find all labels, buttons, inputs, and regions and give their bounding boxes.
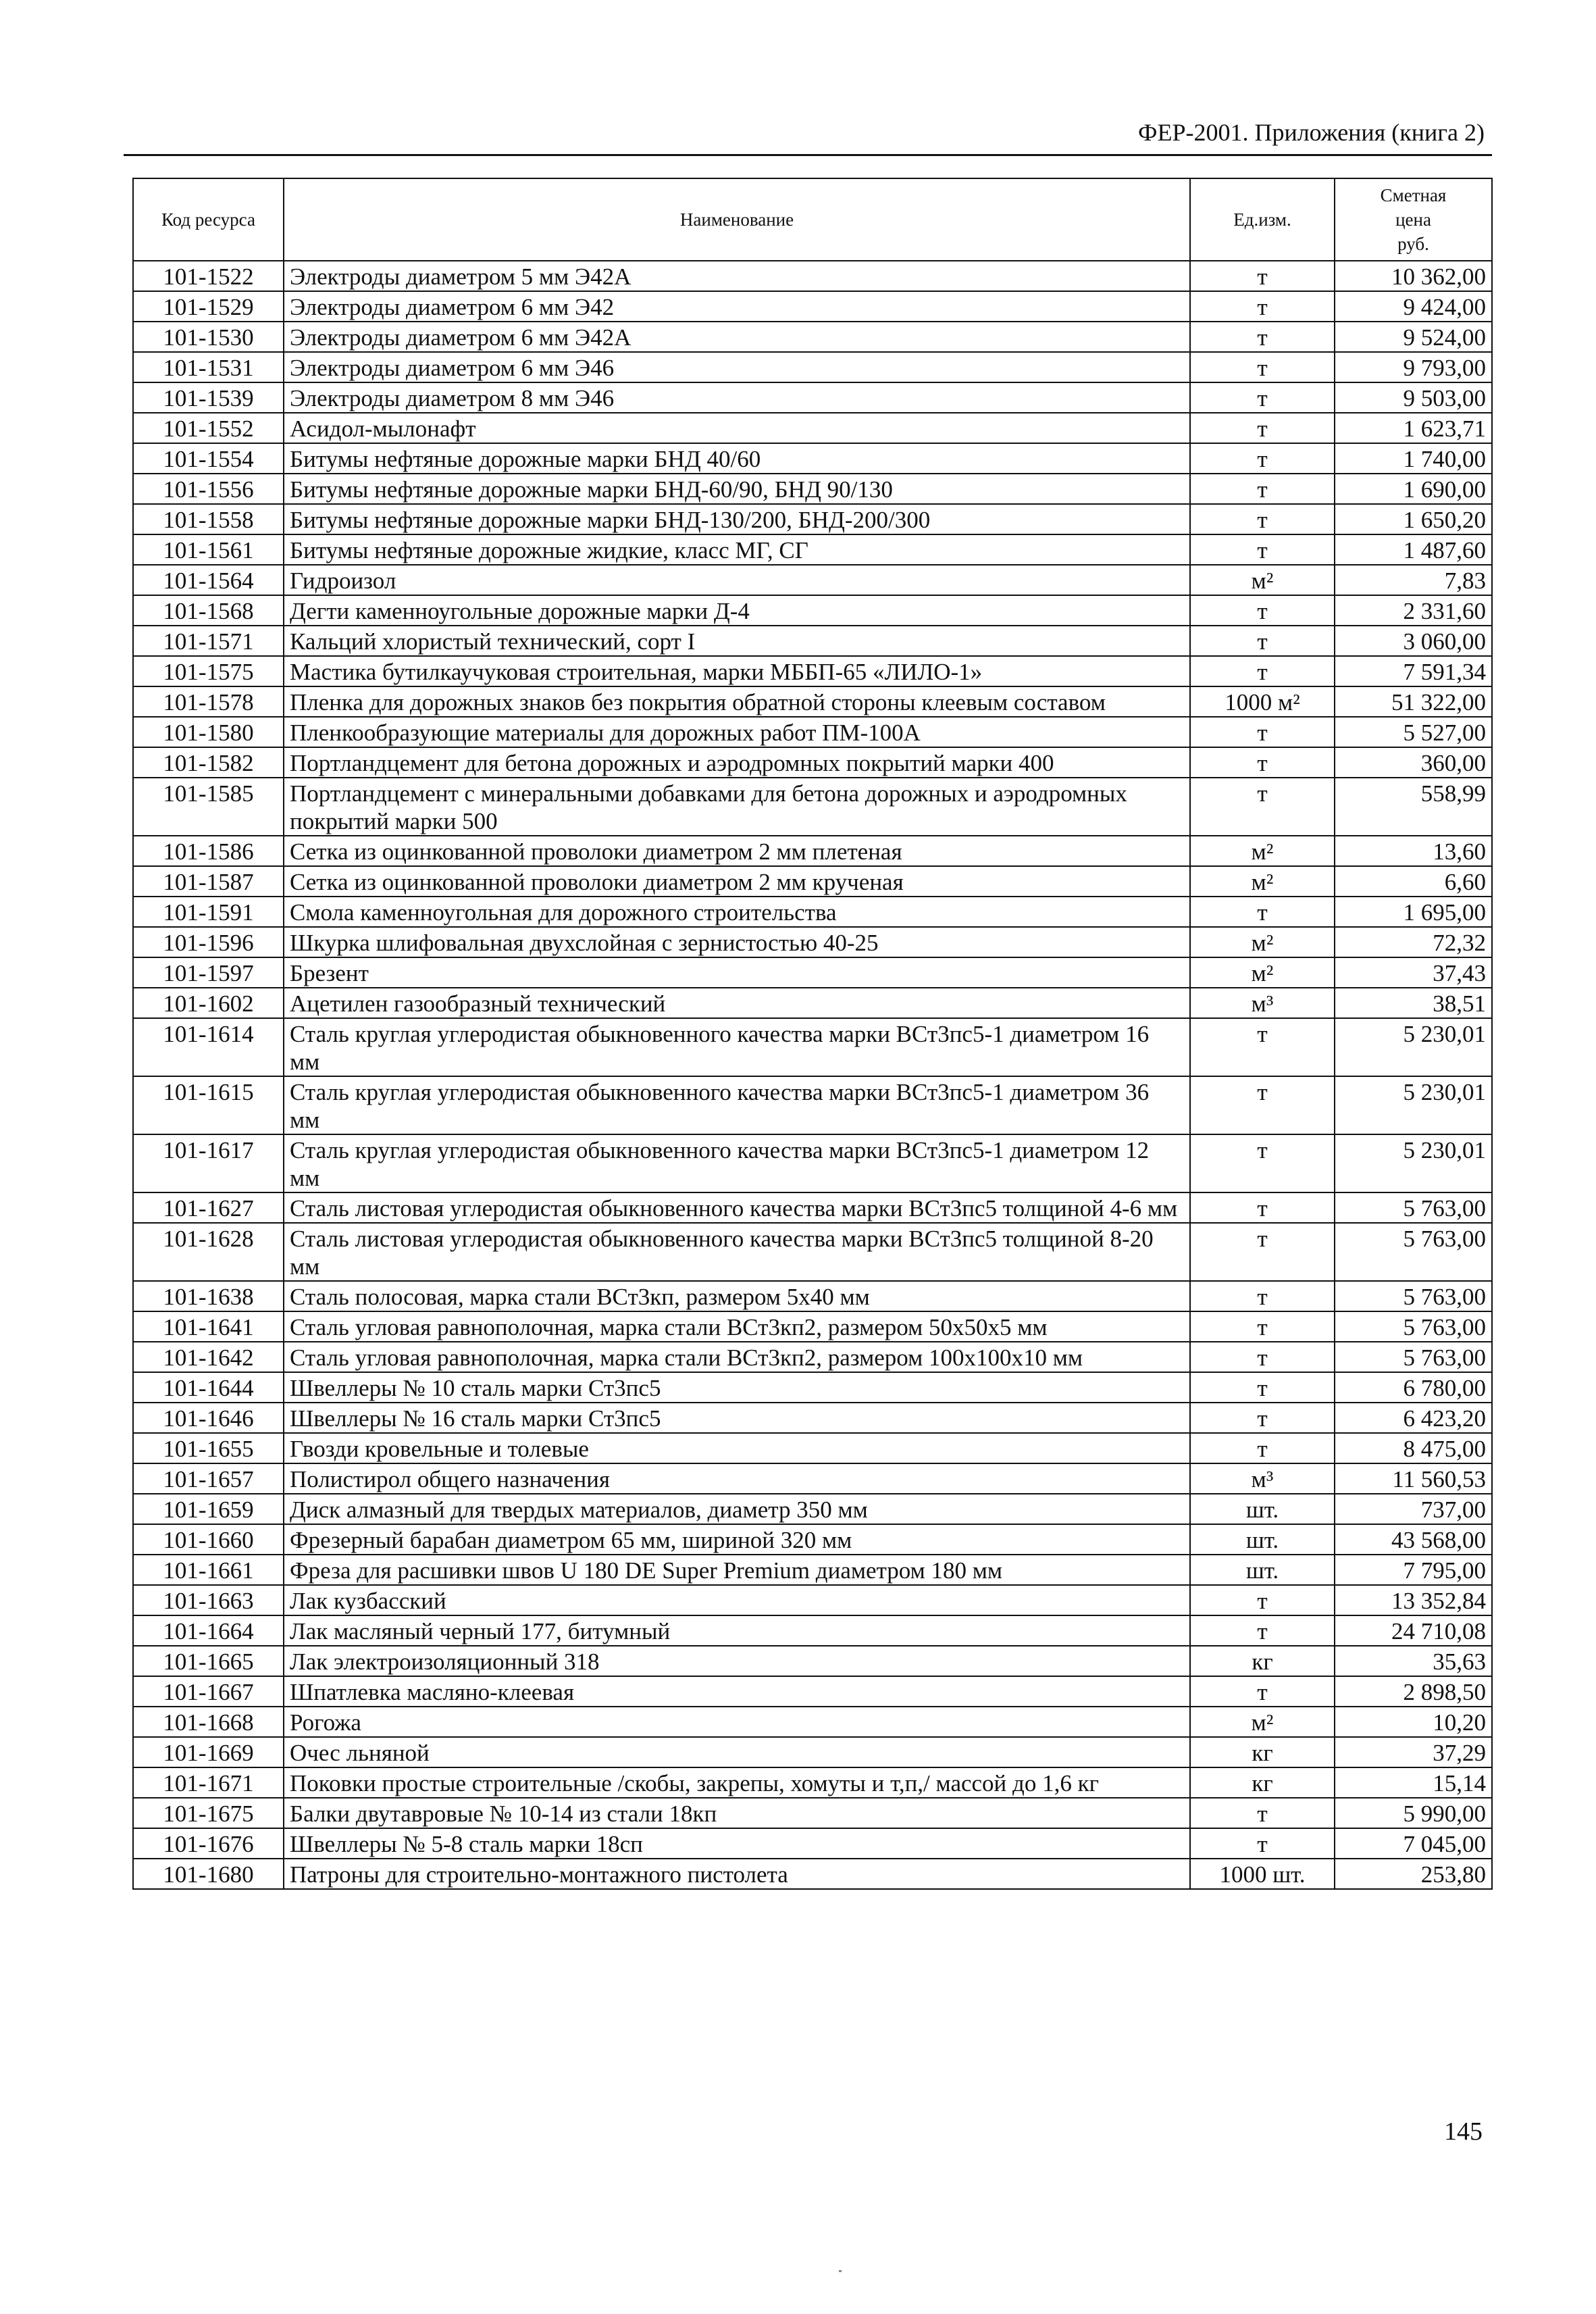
unit-cell: м³: [1190, 988, 1335, 1018]
table-row: [133, 927, 1492, 957]
unit-cell: м²: [1190, 927, 1335, 957]
price-cell: 3 060,00: [1335, 626, 1492, 656]
price-cell: 11 560,53: [1335, 1463, 1492, 1494]
table-row: [133, 1433, 1492, 1463]
price-cell: 9 503,00: [1335, 382, 1492, 413]
unit-cell: шт.: [1190, 1555, 1335, 1585]
resource-name-cell: Пленкообразующие материалы для дорожных работ ПМ-100А: [284, 717, 1190, 747]
resource-code-cell: 101-1615: [133, 1076, 284, 1134]
resource-name-cell: Сетка из оцинкованной проволоки диаметром 2 мм крученая: [284, 866, 1190, 897]
resource-code-cell: 101-1676: [133, 1828, 284, 1859]
resource-name-cell: Фрезерный барабан диаметром 65 мм, шириной 320 мм: [284, 1524, 1190, 1555]
unit-cell: 1000 м²: [1190, 686, 1335, 717]
resource-code-cell: 101-1554: [133, 443, 284, 474]
table-row: [133, 717, 1492, 747]
resource-name-cell: Кальций хлористый технический, сорт I: [284, 626, 1190, 656]
price-cell: 51 322,00: [1335, 686, 1492, 717]
resource-name-cell: Электроды диаметром 6 мм Э42А: [284, 322, 1190, 352]
price-table: [132, 178, 1493, 1890]
header-rule: [124, 154, 1492, 156]
resource-code-cell: 101-1664: [133, 1615, 284, 1646]
table-row: [133, 1076, 1492, 1134]
table-row: [133, 534, 1492, 565]
price-cell: 7 045,00: [1335, 1828, 1492, 1859]
resource-name-cell: Портландцемент для бетона дорожных и аэродромных покрытий марки 400: [284, 747, 1190, 778]
table-row: [133, 1403, 1492, 1433]
unit-cell: т: [1190, 352, 1335, 382]
unit-cell: м²: [1190, 1707, 1335, 1737]
table-row: [133, 261, 1492, 291]
resource-code-cell: 101-1564: [133, 565, 284, 595]
unit-cell: т: [1190, 1585, 1335, 1615]
price-cell: 7,83: [1335, 565, 1492, 595]
table-row: [133, 1585, 1492, 1615]
table-row: [133, 1018, 1492, 1076]
price-cell: 1 650,20: [1335, 504, 1492, 534]
table-row: [133, 504, 1492, 534]
price-cell: 9 524,00: [1335, 322, 1492, 352]
table-row: [133, 778, 1492, 836]
resource-name-cell: Патроны для строительно-монтажного пистолета: [284, 1859, 1190, 1889]
unit-cell: м³: [1190, 1463, 1335, 1494]
price-cell: 737,00: [1335, 1494, 1492, 1524]
unit-cell: т: [1190, 626, 1335, 656]
resource-name-cell: Очес льняной: [284, 1737, 1190, 1767]
resource-name-cell: Электроды диаметром 6 мм Э46: [284, 352, 1190, 382]
table-row: [133, 1737, 1492, 1767]
table-row: [133, 1494, 1492, 1524]
resource-code-cell: 101-1558: [133, 504, 284, 534]
resource-code-cell: 101-1591: [133, 897, 284, 927]
resource-name-cell: Брезент: [284, 957, 1190, 988]
table-row: [133, 656, 1492, 686]
table-row: [133, 1311, 1492, 1342]
resource-code-cell: 101-1552: [133, 413, 284, 443]
unit-cell: т: [1190, 1828, 1335, 1859]
table-row: [133, 866, 1492, 897]
table-header-row: [133, 178, 1492, 261]
table-row: [133, 1281, 1492, 1311]
price-cell: 1 690,00: [1335, 474, 1492, 504]
price-cell: 6,60: [1335, 866, 1492, 897]
resource-name-cell: Сталь угловая равнополочная, марка стали ВСт3кп2, размером 50х50х5 мм: [284, 1311, 1190, 1342]
resource-name-cell: Мастика бутилкаучуковая строительная, марки МББП-65 «ЛИЛО-1»: [284, 656, 1190, 686]
unit-cell: т: [1190, 382, 1335, 413]
resource-name-cell: Сталь круглая углеродистая обыкновенного качества марки ВСт3пс5-1 диаметром 16 мм: [284, 1018, 1190, 1076]
unit-cell: м²: [1190, 866, 1335, 897]
table-row: [133, 626, 1492, 656]
resource-code-cell: 101-1644: [133, 1372, 284, 1403]
resource-code-cell: 101-1568: [133, 595, 284, 626]
resource-code-cell: 101-1587: [133, 866, 284, 897]
page-number: 145: [1444, 2117, 1483, 2146]
table-row: [133, 747, 1492, 778]
resource-code-cell: 101-1665: [133, 1646, 284, 1676]
price-cell: 37,43: [1335, 957, 1492, 988]
column-header-price-line: Сметная: [1380, 185, 1447, 205]
resource-code-cell: 101-1668: [133, 1707, 284, 1737]
resource-code-cell: 101-1657: [133, 1463, 284, 1494]
price-cell: 5 763,00: [1335, 1223, 1492, 1281]
table-row: [133, 1342, 1492, 1372]
resource-name-cell: Рогожа: [284, 1707, 1190, 1737]
table-row: [133, 382, 1492, 413]
resource-name-cell: Асидол-мылонафт: [284, 413, 1190, 443]
column-header-name: Наименование: [284, 178, 1190, 261]
price-cell: 5 763,00: [1335, 1192, 1492, 1223]
table-row: [133, 291, 1492, 322]
price-cell: 5 527,00: [1335, 717, 1492, 747]
table-row: [133, 1223, 1492, 1281]
price-cell: 1 623,71: [1335, 413, 1492, 443]
price-cell: 5 763,00: [1335, 1342, 1492, 1372]
unit-cell: шт.: [1190, 1494, 1335, 1524]
resource-name-cell: Электроды диаметром 5 мм Э42А: [284, 261, 1190, 291]
resource-code-cell: 101-1539: [133, 382, 284, 413]
unit-cell: шт.: [1190, 1524, 1335, 1555]
resource-code-cell: 101-1669: [133, 1737, 284, 1767]
column-header-price-line: руб.: [1397, 234, 1429, 254]
resource-name-cell: Диск алмазный для твердых материалов, диаметр 350 мм: [284, 1494, 1190, 1524]
resource-code-cell: 101-1663: [133, 1585, 284, 1615]
table-row: [133, 1707, 1492, 1737]
unit-cell: т: [1190, 322, 1335, 352]
table-row: [133, 686, 1492, 717]
table-row: [133, 957, 1492, 988]
price-cell: 15,14: [1335, 1767, 1492, 1798]
resource-code-cell: 101-1585: [133, 778, 284, 836]
column-header-unit: Ед.изм.: [1190, 178, 1335, 261]
table-row: [133, 443, 1492, 474]
price-cell: 5 990,00: [1335, 1798, 1492, 1828]
unit-cell: т: [1190, 504, 1335, 534]
unit-cell: т: [1190, 1076, 1335, 1134]
price-cell: 10 362,00: [1335, 261, 1492, 291]
unit-cell: т: [1190, 413, 1335, 443]
unit-cell: т: [1190, 1615, 1335, 1646]
resource-name-cell: Полистирол общего назначения: [284, 1463, 1190, 1494]
price-cell: 7 795,00: [1335, 1555, 1492, 1585]
resource-code-cell: 101-1675: [133, 1798, 284, 1828]
resource-code-cell: 101-1661: [133, 1555, 284, 1585]
column-header-price-line: цена: [1395, 209, 1431, 230]
resource-code-cell: 101-1627: [133, 1192, 284, 1223]
price-cell: 7 591,34: [1335, 656, 1492, 686]
table-row: [133, 1615, 1492, 1646]
unit-cell: т: [1190, 897, 1335, 927]
price-cell: 37,29: [1335, 1737, 1492, 1767]
column-header-price: [1335, 178, 1492, 261]
table-body: [133, 261, 1492, 1889]
price-cell: 24 710,08: [1335, 1615, 1492, 1646]
price-cell: 13 352,84: [1335, 1585, 1492, 1615]
unit-cell: т: [1190, 1281, 1335, 1311]
table-row: [133, 1372, 1492, 1403]
resource-name-cell: Швеллеры № 10 сталь марки Ст3пс5: [284, 1372, 1190, 1403]
price-cell: 72,32: [1335, 927, 1492, 957]
resource-name-cell: Лак масляный черный 177, битумный: [284, 1615, 1190, 1646]
resource-code-cell: 101-1582: [133, 747, 284, 778]
unit-cell: т: [1190, 1192, 1335, 1223]
table-row: [133, 897, 1492, 927]
unit-cell: т: [1190, 291, 1335, 322]
table-row: [133, 836, 1492, 866]
unit-cell: м²: [1190, 565, 1335, 595]
unit-cell: кг: [1190, 1646, 1335, 1676]
table-row: [133, 352, 1492, 382]
price-cell: 5 230,01: [1335, 1076, 1492, 1134]
table-row: [133, 474, 1492, 504]
resource-name-cell: Битумы нефтяные дорожные марки БНД-60/90, БНД 90/130: [284, 474, 1190, 504]
resource-code-cell: 101-1680: [133, 1859, 284, 1889]
table-row: [133, 322, 1492, 352]
unit-cell: 1000 шт.: [1190, 1859, 1335, 1889]
unit-cell: м²: [1190, 836, 1335, 866]
unit-cell: т: [1190, 656, 1335, 686]
running-header: ФЕР-2001. Приложения (книга 2): [1138, 119, 1485, 146]
price-cell: 5 763,00: [1335, 1311, 1492, 1342]
resource-code-cell: 101-1655: [133, 1433, 284, 1463]
resource-name-cell: Битумы нефтяные дорожные марки БНД-130/200, БНД-200/300: [284, 504, 1190, 534]
table-row: [133, 565, 1492, 595]
resource-code-cell: 101-1575: [133, 656, 284, 686]
resource-name-cell: Лак электроизоляционный 318: [284, 1646, 1190, 1676]
price-cell: 6 423,20: [1335, 1403, 1492, 1433]
resource-code-cell: 101-1641: [133, 1311, 284, 1342]
unit-cell: т: [1190, 747, 1335, 778]
unit-cell: кг: [1190, 1737, 1335, 1767]
resource-code-cell: 101-1617: [133, 1134, 284, 1192]
table-row: [133, 595, 1492, 626]
resource-code-cell: 101-1571: [133, 626, 284, 656]
resource-name-cell: Сталь листовая углеродистая обыкновенного качества марки ВСт3пс5 толщиной 8-20 мм: [284, 1223, 1190, 1281]
unit-cell: м²: [1190, 957, 1335, 988]
resource-code-cell: 101-1659: [133, 1494, 284, 1524]
resource-name-cell: Лак кузбасский: [284, 1585, 1190, 1615]
resource-code-cell: 101-1580: [133, 717, 284, 747]
unit-cell: т: [1190, 1433, 1335, 1463]
unit-cell: т: [1190, 1798, 1335, 1828]
price-cell: 38,51: [1335, 988, 1492, 1018]
resource-code-cell: 101-1530: [133, 322, 284, 352]
table-row: [133, 1192, 1492, 1223]
unit-cell: т: [1190, 595, 1335, 626]
resource-name-cell: Гидроизол: [284, 565, 1190, 595]
resource-code-cell: 101-1660: [133, 1524, 284, 1555]
resource-name-cell: Пленка для дорожных знаков без покрытия обратной стороны клеевым составом: [284, 686, 1190, 717]
resource-name-cell: Сталь круглая углеродистая обыкновенного качества марки ВСт3пс5-1 диаметром 12 мм: [284, 1134, 1190, 1192]
resource-code-cell: 101-1628: [133, 1223, 284, 1281]
unit-cell: т: [1190, 261, 1335, 291]
table-row: [133, 988, 1492, 1018]
price-cell: 5 230,01: [1335, 1134, 1492, 1192]
unit-cell: т: [1190, 1018, 1335, 1076]
resource-name-cell: Поковки простые строительные /скобы, закрепы, хомуты и т,п,/ массой до 1,6 кг: [284, 1767, 1190, 1798]
resource-code-cell: 101-1531: [133, 352, 284, 382]
resource-name-cell: Сталь листовая углеродистая обыкновенного качества марки ВСт3пс5 толщиной 4-6 мм: [284, 1192, 1190, 1223]
resource-code-cell: 101-1646: [133, 1403, 284, 1433]
unit-cell: т: [1190, 1134, 1335, 1192]
unit-cell: т: [1190, 1223, 1335, 1281]
unit-cell: т: [1190, 1403, 1335, 1433]
price-cell: 9 424,00: [1335, 291, 1492, 322]
resource-code-cell: 101-1556: [133, 474, 284, 504]
scan-speck: [839, 2270, 842, 2272]
unit-cell: т: [1190, 443, 1335, 474]
unit-cell: т: [1190, 1342, 1335, 1372]
resource-name-cell: Битумы нефтяные дорожные жидкие, класс МГ, СГ: [284, 534, 1190, 565]
resource-name-cell: Дегти каменноугольные дорожные марки Д-4: [284, 595, 1190, 626]
table-row: [133, 413, 1492, 443]
unit-cell: т: [1190, 534, 1335, 565]
resource-name-cell: Ацетилен газообразный технический: [284, 988, 1190, 1018]
table-row: [133, 1463, 1492, 1494]
unit-cell: т: [1190, 717, 1335, 747]
resource-name-cell: Сталь полосовая, марка стали ВСт3кп, размером 5х40 мм: [284, 1281, 1190, 1311]
resource-name-cell: Балки двутавровые № 10-14 из стали 18кп: [284, 1798, 1190, 1828]
resource-name-cell: Шпатлевка масляно-клеевая: [284, 1676, 1190, 1707]
price-cell: 10,20: [1335, 1707, 1492, 1737]
resource-code-cell: 101-1586: [133, 836, 284, 866]
resource-code-cell: 101-1578: [133, 686, 284, 717]
resource-code-cell: 101-1642: [133, 1342, 284, 1372]
resource-code-cell: 101-1667: [133, 1676, 284, 1707]
resource-name-cell: Портландцемент с минеральными добавками для бетона дорожных и аэродромных покрытий марки 500: [284, 778, 1190, 836]
price-cell: 43 568,00: [1335, 1524, 1492, 1555]
resource-name-cell: Фреза для расшивки швов U 180 DE Super Premium диаметром 180 мм: [284, 1555, 1190, 1585]
resource-name-cell: Шкурка шлифовальная двухслойная с зернистостью 40-25: [284, 927, 1190, 957]
unit-cell: т: [1190, 1676, 1335, 1707]
resource-name-cell: Швеллеры № 16 сталь марки Ст3пс5: [284, 1403, 1190, 1433]
table-row: [133, 1676, 1492, 1707]
price-cell: 360,00: [1335, 747, 1492, 778]
price-cell: 6 780,00: [1335, 1372, 1492, 1403]
resource-code-cell: 101-1522: [133, 261, 284, 291]
price-cell: 558,99: [1335, 778, 1492, 836]
column-header-code: Код ресурса: [133, 178, 284, 261]
resource-code-cell: 101-1614: [133, 1018, 284, 1076]
price-cell: 1 740,00: [1335, 443, 1492, 474]
resource-code-cell: 101-1561: [133, 534, 284, 565]
resource-code-cell: 101-1602: [133, 988, 284, 1018]
price-cell: 8 475,00: [1335, 1433, 1492, 1463]
resource-name-cell: Электроды диаметром 8 мм Э46: [284, 382, 1190, 413]
price-cell: 5 230,01: [1335, 1018, 1492, 1076]
table-row: [133, 1828, 1492, 1859]
price-cell: 5 763,00: [1335, 1281, 1492, 1311]
resource-name-cell: Гвозди кровельные и толевые: [284, 1433, 1190, 1463]
resource-name-cell: Битумы нефтяные дорожные марки БНД 40/60: [284, 443, 1190, 474]
unit-cell: т: [1190, 474, 1335, 504]
resource-code-cell: 101-1529: [133, 291, 284, 322]
resource-name-cell: Смола каменноугольная для дорожного строительства: [284, 897, 1190, 927]
resource-code-cell: 101-1596: [133, 927, 284, 957]
price-cell: 1 695,00: [1335, 897, 1492, 927]
table-row: [133, 1646, 1492, 1676]
resource-name-cell: Сталь угловая равнополочная, марка стали ВСт3кп2, размером 100х100х10 мм: [284, 1342, 1190, 1372]
price-cell: 9 793,00: [1335, 352, 1492, 382]
unit-cell: т: [1190, 1311, 1335, 1342]
price-cell: 13,60: [1335, 836, 1492, 866]
unit-cell: кг: [1190, 1767, 1335, 1798]
price-cell: 1 487,60: [1335, 534, 1492, 565]
price-cell: 2 331,60: [1335, 595, 1492, 626]
unit-cell: т: [1190, 778, 1335, 836]
resource-code-cell: 101-1671: [133, 1767, 284, 1798]
resource-name-cell: Сетка из оцинкованной проволоки диаметром 2 мм плетеная: [284, 836, 1190, 866]
table-row: [133, 1859, 1492, 1889]
resource-code-cell: 101-1597: [133, 957, 284, 988]
resource-code-cell: 101-1638: [133, 1281, 284, 1311]
resource-name-cell: Сталь круглая углеродистая обыкновенного качества марки ВСт3пс5-1 диаметром 36 мм: [284, 1076, 1190, 1134]
unit-cell: т: [1190, 1372, 1335, 1403]
price-cell: 253,80: [1335, 1859, 1492, 1889]
table-row: [133, 1555, 1492, 1585]
table-row: [133, 1798, 1492, 1828]
resource-name-cell: Электроды диаметром 6 мм Э42: [284, 291, 1190, 322]
price-cell: 2 898,50: [1335, 1676, 1492, 1707]
price-cell: 35,63: [1335, 1646, 1492, 1676]
table-row: [133, 1134, 1492, 1192]
table-row: [133, 1524, 1492, 1555]
resource-name-cell: Швеллеры № 5-8 сталь марки 18сп: [284, 1828, 1190, 1859]
table-row: [133, 1767, 1492, 1798]
